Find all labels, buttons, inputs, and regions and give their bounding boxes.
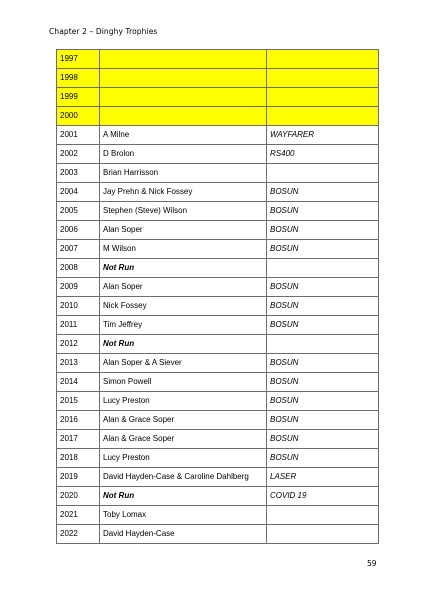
year-cell: 2003 — [57, 164, 100, 183]
table-row — [57, 259, 379, 278]
table-row — [57, 506, 379, 525]
winner-cell: David Hayden-Case & Caroline Dahlberg — [100, 468, 267, 487]
trophy-winners-table — [56, 49, 379, 544]
year-cell: 2006 — [57, 221, 100, 240]
table-row — [57, 354, 379, 373]
trophy-table-body — [57, 50, 379, 544]
year-cell: 2019 — [57, 468, 100, 487]
year-cell: 2000 — [57, 107, 100, 126]
table-row — [57, 183, 379, 202]
winner-cell: David Hayden-Case — [100, 525, 267, 544]
table-row — [57, 69, 379, 88]
table-row — [57, 392, 379, 411]
table-row — [57, 335, 379, 354]
table-row — [57, 411, 379, 430]
boat-class-cell — [267, 506, 379, 525]
winner-cell: Jay Prehn & Nick Fossey — [100, 183, 267, 202]
boat-class-cell: BOSUN — [267, 316, 379, 335]
table-row — [57, 316, 379, 335]
winner-cell: Tim Jeffrey — [100, 316, 267, 335]
year-cell: 2017 — [57, 430, 100, 449]
year-cell: 2008 — [57, 259, 100, 278]
winner-cell: Lucy Preston — [100, 449, 267, 468]
table-row — [57, 240, 379, 259]
year-cell: 2004 — [57, 183, 100, 202]
boat-class-cell: BOSUN — [267, 411, 379, 430]
winner-cell: D Brolon — [100, 145, 267, 164]
year-cell: 1999 — [57, 88, 100, 107]
table-row — [57, 468, 379, 487]
boat-class-cell: BOSUN — [267, 202, 379, 221]
page-header: Chapter 2 – Dinghy Trophies — [49, 27, 158, 36]
table-row — [57, 126, 379, 145]
winner-cell: Not Run — [100, 487, 267, 506]
table-row — [57, 525, 379, 544]
boat-class-cell: BOSUN — [267, 354, 379, 373]
table-row — [57, 449, 379, 468]
table-row — [57, 373, 379, 392]
boat-class-cell — [267, 88, 379, 107]
winner-cell: Alan Soper & A Siever — [100, 354, 267, 373]
table-row — [57, 202, 379, 221]
boat-class-cell: BOSUN — [267, 430, 379, 449]
table-row — [57, 221, 379, 240]
winner-cell: M Wilson — [100, 240, 267, 259]
winner-cell: Toby Lomax — [100, 506, 267, 525]
boat-class-cell — [267, 107, 379, 126]
table-row — [57, 487, 379, 506]
year-cell: 2009 — [57, 278, 100, 297]
year-cell: 2020 — [57, 487, 100, 506]
boat-class-cell — [267, 69, 379, 88]
winner-cell: Alan Soper — [100, 221, 267, 240]
year-cell: 2013 — [57, 354, 100, 373]
table-row — [57, 50, 379, 69]
year-cell: 2021 — [57, 506, 100, 525]
winner-cell: Alan & Grace Soper — [100, 430, 267, 449]
winner-cell: Not Run — [100, 335, 267, 354]
boat-class-cell: BOSUN — [267, 449, 379, 468]
winner-cell: Stephen (Steve) Wilson — [100, 202, 267, 221]
winner-cell: Brian Harrisson — [100, 164, 267, 183]
table-row — [57, 278, 379, 297]
winner-cell: Simon Powell — [100, 373, 267, 392]
boat-class-cell: LASER — [267, 468, 379, 487]
year-cell: 2005 — [57, 202, 100, 221]
boat-class-cell: BOSUN — [267, 297, 379, 316]
table-row — [57, 107, 379, 126]
table-row — [57, 145, 379, 164]
boat-class-cell: COVID 19 — [267, 487, 379, 506]
winner-cell — [100, 50, 267, 69]
winner-cell: Lucy Preston — [100, 392, 267, 411]
year-cell: 2012 — [57, 335, 100, 354]
table-row — [57, 297, 379, 316]
boat-class-cell: BOSUN — [267, 373, 379, 392]
boat-class-cell: BOSUN — [267, 392, 379, 411]
boat-class-cell — [267, 335, 379, 354]
winner-cell: Alan & Grace Soper — [100, 411, 267, 430]
boat-class-cell: BOSUN — [267, 183, 379, 202]
year-cell: 2007 — [57, 240, 100, 259]
winner-cell — [100, 107, 267, 126]
winner-cell: A Milne — [100, 126, 267, 145]
year-cell: 2015 — [57, 392, 100, 411]
boat-class-cell — [267, 525, 379, 544]
year-cell: 1997 — [57, 50, 100, 69]
year-cell: 2010 — [57, 297, 100, 316]
year-cell: 2022 — [57, 525, 100, 544]
boat-class-cell: BOSUN — [267, 240, 379, 259]
year-cell: 2016 — [57, 411, 100, 430]
year-cell: 2011 — [57, 316, 100, 335]
boat-class-cell: BOSUN — [267, 221, 379, 240]
winner-cell — [100, 69, 267, 88]
table-row — [57, 430, 379, 449]
winner-cell: Nick Fossey — [100, 297, 267, 316]
year-cell: 2002 — [57, 145, 100, 164]
table-row — [57, 164, 379, 183]
table-row — [57, 88, 379, 107]
winner-cell — [100, 88, 267, 107]
boat-class-cell — [267, 259, 379, 278]
boat-class-cell: BOSUN — [267, 278, 379, 297]
boat-class-cell — [267, 50, 379, 69]
boat-class-cell: RS400 — [267, 145, 379, 164]
boat-class-cell: WAYFARER — [267, 126, 379, 145]
year-cell: 1998 — [57, 69, 100, 88]
year-cell: 2014 — [57, 373, 100, 392]
year-cell: 2018 — [57, 449, 100, 468]
page-number: 59 — [367, 559, 377, 568]
boat-class-cell — [267, 164, 379, 183]
year-cell: 2001 — [57, 126, 100, 145]
winner-cell: Alan Soper — [100, 278, 267, 297]
winner-cell: Not Run — [100, 259, 267, 278]
